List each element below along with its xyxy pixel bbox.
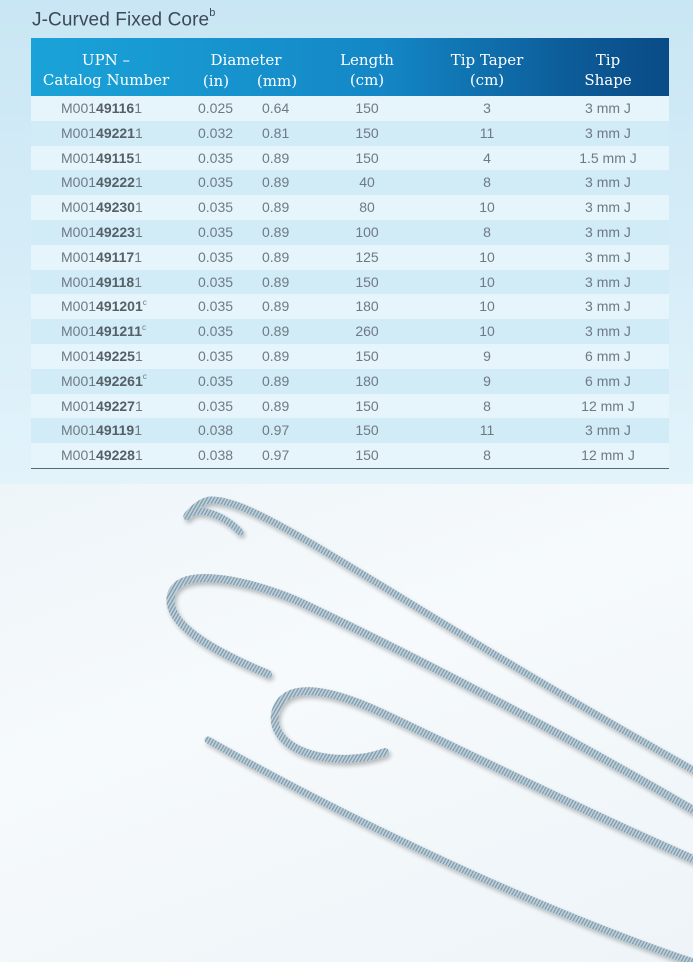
diameter-mm-cell: 0.89 (262, 397, 290, 414)
table-row (31, 319, 669, 344)
table-row (31, 220, 669, 245)
tip-shape-cell: 1.5 mm J (579, 149, 637, 166)
tip-shape-cell: 6 mm J (585, 372, 631, 389)
diameter-in-cell: 0.035 (198, 273, 234, 290)
upn-cell: M001492271 (61, 397, 143, 414)
tip-taper-cell: 11 (479, 422, 495, 439)
diameter-in-cell: 0.038 (198, 447, 234, 464)
upn-cell: M001492211 (61, 124, 143, 141)
spec-table (31, 38, 669, 469)
diameter-mm-cell: 0.89 (262, 273, 290, 290)
tip-shape-cell: 3 mm J (585, 124, 631, 141)
diameter-in-cell: 0.035 (198, 397, 234, 414)
tip-shape-cell: 6 mm J (585, 347, 631, 364)
table-row (31, 245, 669, 270)
diameter-mm-cell: 0.89 (262, 372, 290, 389)
tip-taper-cell: 4 (483, 149, 491, 166)
length-cell: 260 (355, 323, 379, 340)
upn-cell: M001492301 (61, 199, 143, 216)
tip-taper-cell: 10 (479, 199, 495, 216)
length-cell: 150 (355, 397, 379, 414)
diameter-in-cell: 0.035 (198, 372, 234, 389)
length-cell: 40 (359, 174, 375, 191)
header-diameter-in: (in) (202, 72, 230, 90)
diameter-in-cell: 0.038 (198, 422, 234, 439)
diameter-in-cell: 0.035 (198, 199, 234, 216)
diameter-in-cell: 0.035 (198, 174, 234, 191)
upn-cell: M001492231 (61, 223, 143, 240)
tip-shape-cell: 3 mm J (585, 298, 631, 315)
tip-taper-cell: 10 (479, 323, 495, 340)
length-cell: 150 (355, 149, 379, 166)
table-row (31, 121, 669, 146)
table-body (31, 96, 669, 468)
tip-taper-cell: 8 (483, 447, 491, 464)
diameter-in-cell: 0.032 (198, 124, 234, 141)
diameter-in-cell: 0.025 (198, 100, 234, 116)
diameter-in-cell: 0.035 (198, 298, 234, 315)
tip-shape-cell: 3 mm J (585, 100, 631, 116)
header-length: Length (cm) (340, 51, 394, 89)
tip-shape-cell: 3 mm J (585, 273, 631, 290)
diameter-mm-cell: 0.89 (262, 199, 290, 216)
tip-taper-cell: 8 (483, 174, 491, 191)
header-tip-shape: Tip Shape (584, 51, 632, 89)
length-cell: 180 (355, 298, 379, 315)
diameter-mm-cell: 0.89 (262, 174, 290, 191)
diameter-mm-cell: 0.89 (262, 298, 290, 315)
header-upn: UPN – Catalog Number (42, 51, 170, 89)
table-row (31, 146, 669, 171)
length-cell: 150 (355, 347, 379, 364)
tip-shape-cell: 3 mm J (585, 223, 631, 240)
diameter-in-cell: 0.035 (198, 347, 234, 364)
guidewire-photo (0, 484, 693, 962)
table-row (31, 344, 669, 369)
length-cell: 150 (355, 100, 379, 116)
table-row (31, 369, 669, 394)
length-cell: 150 (355, 124, 379, 141)
table-row (31, 270, 669, 295)
tip-taper-cell: 8 (483, 397, 491, 414)
header-diameter-mm: (mm) (256, 72, 298, 90)
table-row (31, 443, 669, 468)
tip-taper-cell: 10 (479, 298, 495, 315)
table-header (31, 38, 669, 96)
tip-taper-cell: 9 (483, 372, 491, 389)
tip-shape-cell: 3 mm J (585, 199, 631, 216)
header-diameter: Diameter (210, 51, 282, 69)
table-row (31, 96, 669, 121)
guidewire-illustration (0, 484, 693, 962)
table-row (31, 394, 669, 419)
tip-shape-cell: 3 mm J (585, 323, 631, 340)
tip-shape-cell: 12 mm J (581, 397, 635, 414)
upn-cell: M001491201$^c$ (61, 297, 147, 315)
tip-taper-cell: 3 (483, 100, 491, 116)
upn-cell: M001491171 (61, 248, 142, 265)
diameter-in-cell: 0.035 (198, 248, 234, 265)
upn-cell: M001492251 (61, 347, 143, 364)
diameter-mm-cell: 0.81 (262, 124, 290, 141)
diameter-in-cell: 0.035 (198, 223, 234, 240)
tip-shape-cell: 3 mm J (585, 248, 631, 265)
diameter-mm-cell: 0.89 (262, 149, 290, 166)
upn-cell: M001491191 (61, 422, 142, 439)
page-title: J-Curved Fixed Core$^b$ (32, 7, 216, 31)
table-row (31, 170, 669, 195)
diameter-mm-cell: 0.89 (262, 248, 290, 265)
guidewire-small-j (187, 500, 693, 770)
length-cell: 150 (355, 447, 379, 464)
tip-taper-cell: 9 (483, 347, 491, 364)
guidewire-straight (208, 740, 693, 962)
diameter-mm-cell: 0.89 (262, 323, 290, 340)
length-cell: 125 (355, 248, 379, 265)
table-row (31, 294, 669, 319)
upn-cell: M001492261$^c$ (61, 372, 147, 389)
header-tip-taper: Tip Taper (cm) (450, 51, 524, 89)
length-cell: 150 (355, 273, 379, 290)
upn-cell: M001491181 (61, 273, 142, 290)
length-cell: 100 (355, 223, 379, 240)
upn-cell: M001492281 (61, 447, 143, 464)
diameter-in-cell: 0.035 (198, 149, 234, 166)
diameter-mm-cell: 0.64 (262, 100, 290, 116)
diameter-in-cell: 0.035 (198, 323, 234, 340)
diameter-mm-cell: 0.89 (262, 223, 290, 240)
tip-shape-cell: 3 mm J (585, 422, 631, 439)
length-cell: 180 (355, 372, 379, 389)
upn-cell: M001491161 (61, 100, 142, 116)
tip-taper-cell: 11 (479, 124, 495, 141)
diameter-mm-cell: 0.97 (262, 422, 290, 439)
diameter-mm-cell: 0.89 (262, 347, 290, 364)
upn-cell: M001492221 (61, 174, 143, 191)
tip-taper-cell: 8 (483, 223, 491, 240)
tip-shape-cell: 3 mm J (585, 174, 631, 191)
upn-cell: M001491211$^c$ (61, 322, 146, 340)
upn-cell: M001491151 (61, 149, 142, 166)
tip-shape-cell: 12 mm J (581, 447, 635, 464)
tip-taper-cell: 10 (479, 248, 495, 265)
tip-taper-cell: 10 (479, 273, 495, 290)
table-row (31, 195, 669, 220)
length-cell: 150 (355, 422, 379, 439)
length-cell: 80 (359, 199, 375, 216)
diameter-mm-cell: 0.97 (262, 447, 290, 464)
table-row (31, 418, 669, 443)
